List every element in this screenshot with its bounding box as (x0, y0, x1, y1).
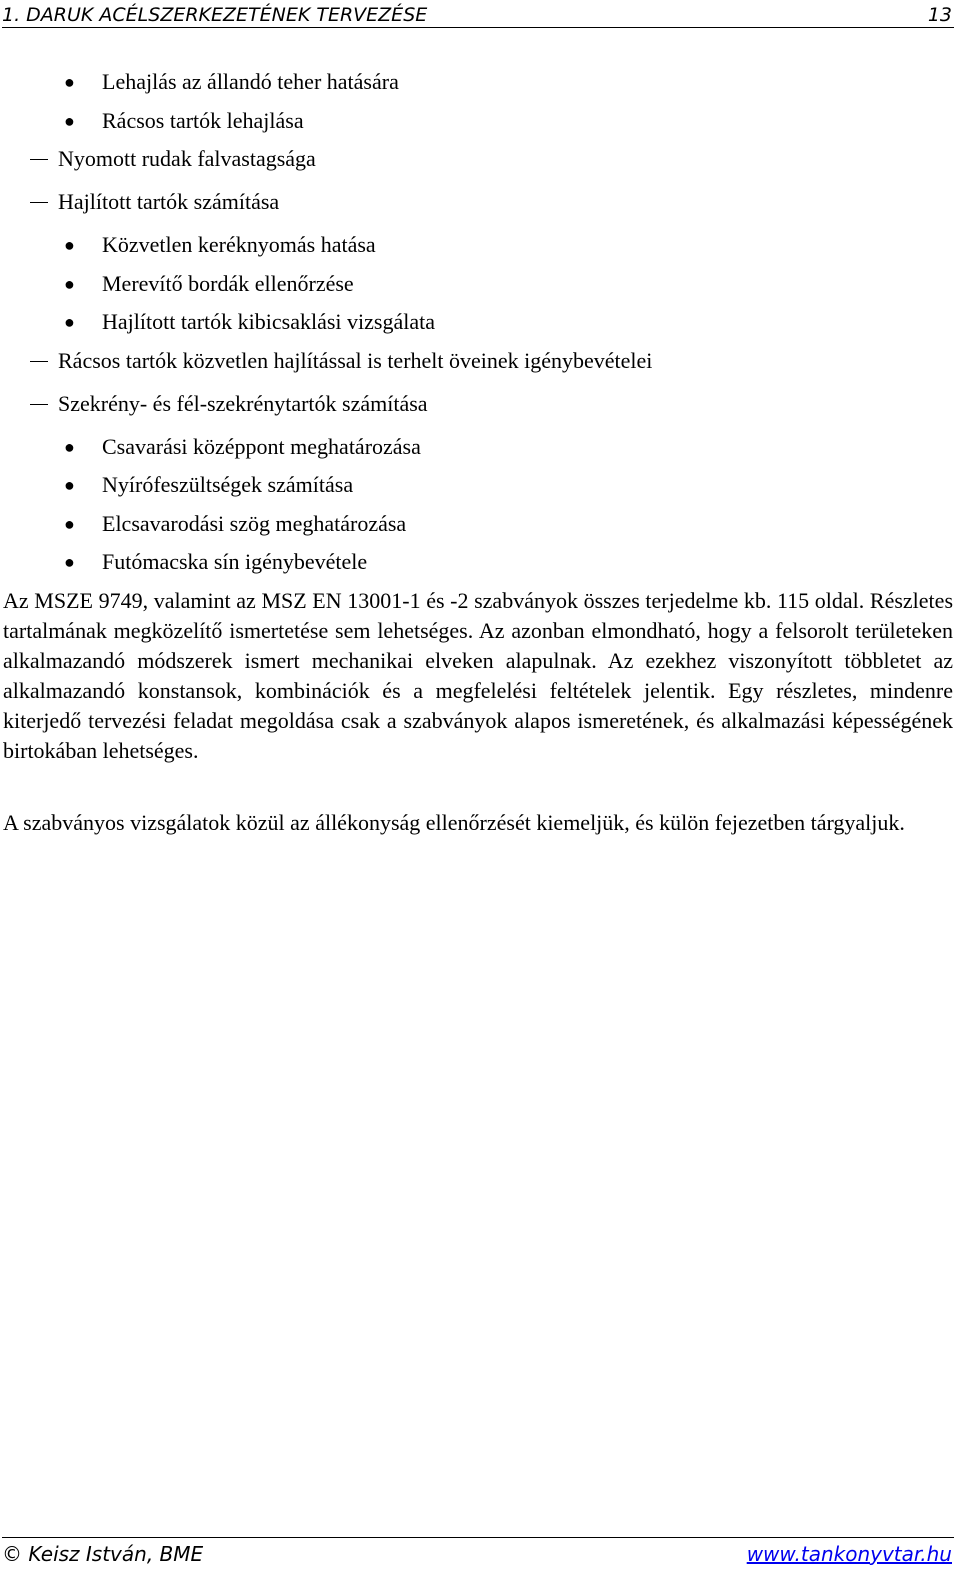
page-number: 13 (927, 4, 952, 26)
copyright-notice: © Keisz István, BME (2, 1542, 204, 1566)
body-paragraph: A szabványos vizsgálatok közül az állékonyság ellenőrzését kiemeljük, és külön fejezetben tárgyaljuk. (3, 810, 905, 835)
list-item (58, 346, 652, 376)
list-item (58, 187, 279, 217)
list-item (58, 144, 316, 174)
dash-icon (30, 404, 48, 405)
bullet-icon: ● (64, 514, 75, 534)
bullet-icon: ● (64, 552, 75, 572)
list-item-text: Lehajlás az állandó teher hatására (102, 69, 399, 94)
list-item (64, 269, 354, 299)
list-item-text: Közvetlen keréknyomás hatása (102, 232, 376, 257)
dash-icon (30, 361, 48, 362)
list-item (64, 106, 304, 136)
list-item-text: Elcsavarodási szög meghatározása (102, 511, 407, 536)
list-item-text: Merevítő bordák ellenőrzése (102, 271, 354, 296)
website-link[interactable]: www.tankonyvtar.hu (746, 1542, 952, 1566)
list-item-text: Hajlított tartók számítása (58, 189, 280, 214)
dash-icon (30, 202, 48, 203)
list-item (64, 67, 399, 97)
body-paragraph: Az MSZE 9749, valamint az MSZ EN 13001-1 és -2 szabványok összes terjedelme kb. 115 oldal. Részletes tartalmának megközelítő ismertetése sem lehetséges. Az azonban elmondható, hogy a felsorolt területeken alkalmazandó módszerek ismert mechanikai elveken alapulnak. Az ezekhez viszonyított többletet az alkalmazandó konstansok, kombinációk és a megfelelési feltételek jelentik. Egy részletes, mindenre kiterjedő tervezési feladat megoldása csak a szabványok alapos ismeretének, és alkalmazási képességének birtokában lehetséges. (3, 588, 953, 763)
bullet-icon: ● (64, 437, 75, 457)
chapter-title: 1. DARUK ACÉLSZERKEZETÉNEK TERVEZÉSE (2, 4, 428, 26)
list-item-text: Nyírófeszültségek számítása (102, 472, 354, 497)
page-footer (2, 1537, 954, 1574)
list-item (58, 389, 428, 419)
list-item (64, 509, 407, 539)
list-item (64, 307, 435, 337)
list-item (64, 230, 376, 260)
list-item-text: Szekrény- és fél-szekrénytartók számítása (58, 391, 428, 416)
list-item-text: Nyomott rudak falvastagsága (58, 146, 316, 171)
list-item-text: Futómacska sín igénybevétele (102, 549, 368, 574)
bullet-icon: ● (64, 72, 75, 92)
list-item-text: Rácsos tartók lehajlása (102, 108, 304, 133)
bullet-icon: ● (64, 312, 75, 332)
bullet-icon: ● (64, 274, 75, 294)
list-item (64, 470, 354, 500)
list-item-text: Rácsos tartók közvetlen hajlítással is terhelt öveinek igénybevételei (58, 348, 653, 373)
bullet-icon: ● (64, 475, 75, 495)
list-item (64, 547, 368, 577)
bullet-icon: ● (64, 111, 75, 131)
list-item (64, 432, 421, 462)
bullet-icon: ● (64, 235, 75, 255)
dash-icon (30, 159, 48, 160)
list-item-text: Hajlított tartók kibicsaklási vizsgálata (102, 309, 435, 334)
list-item-text: Csavarási középpont meghatározása (102, 434, 421, 459)
page-header (2, 0, 954, 28)
